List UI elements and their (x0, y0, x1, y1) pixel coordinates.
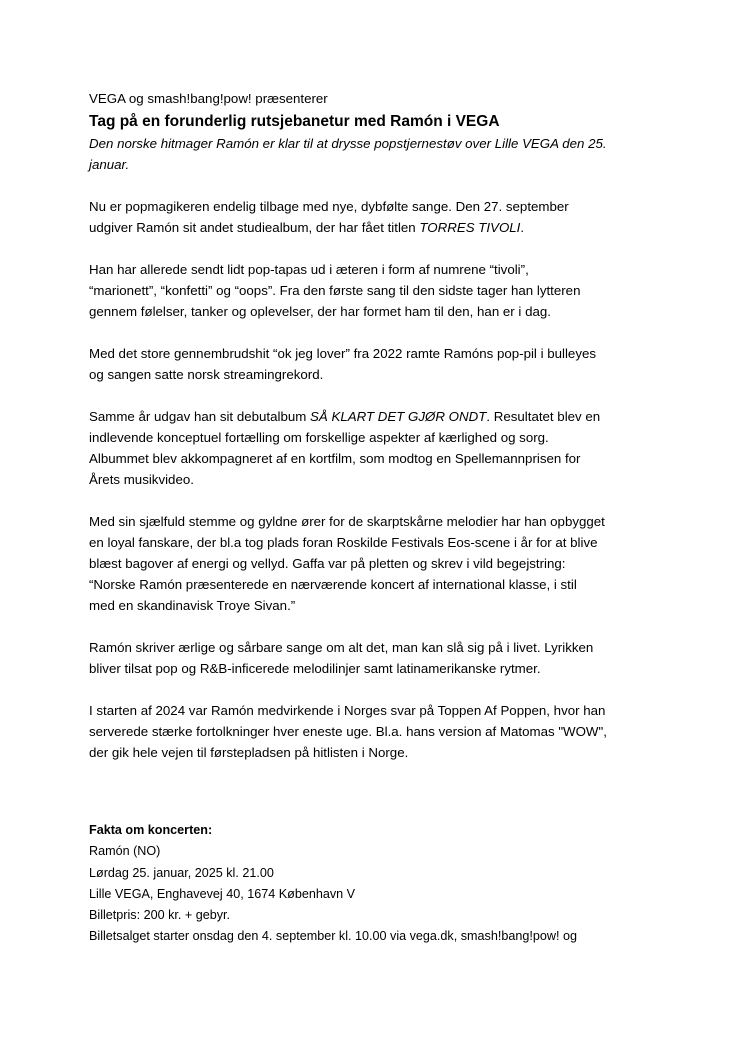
text-line: Med det store gennembrudshit “ok jeg lover” fra 2022 ramte Ramóns pop-pil i bulleyes (89, 346, 597, 361)
facts-artist: Ramón (NO) (89, 844, 161, 859)
paragraph-fanbase (89, 511, 659, 616)
facts-venue: Lille VEGA, Enghavevej 40, 1674 København V (89, 886, 356, 901)
text-line: Med sin sjælfuld stemme og gyldne ører for de skarptskårne melodier har han opbygget (89, 514, 605, 529)
text-line: Årets musikvideo. (89, 472, 194, 487)
text-line: en loyal fanskare, der bl.a tog plads foran Roskilde Festivals Eos-scene i år for at blive (89, 535, 598, 550)
text-line: serverede stærke fortolkninger hver eneste uge. Bl.a. hans version af Matomas "WOW", (89, 724, 607, 739)
paragraph-style (89, 637, 659, 679)
paragraph-singles (89, 259, 659, 322)
text-line: indlevende konceptuel fortælling om forskellige aspekter af kærlighed og sorg. (89, 430, 549, 445)
text-line: I starten af 2024 var Ramón medvirkende i Norges svar på Toppen Af Poppen, hvor han (89, 703, 606, 718)
text-line: gennem følelser, tanker og oplevelser, der har formet ham til den, han er i dag. (89, 304, 551, 319)
text-line: Nu er popmagikeren endelig tilbage med nye, dybfølte sange. Den 27. september (89, 199, 569, 214)
text-line: med en skandinavisk Troye Sivan.” (89, 598, 296, 613)
facts-title: Fakta om koncerten: (89, 823, 213, 837)
text-line (89, 217, 659, 238)
text-line: Han har allerede sendt lidt pop-tapas ud i æteren i form af numrene “tivoli”, (89, 262, 529, 277)
lead-line: Den norske hitmager Ramón er klar til at drysse popstjernestøv over Lille VEGA den 25. (89, 136, 607, 151)
lead-paragraph (89, 133, 659, 175)
facts-ticket-sale: Billetsalget starter onsdag den 4. september kl. 10.00 via vega.dk, smash!bang!pow! og (89, 929, 577, 944)
text-span: . (520, 220, 525, 235)
presenter-line: VEGA og smash!bang!pow! præsenterer (89, 91, 328, 106)
text-span: udgiver Ramón sit andet studiealbum, der har fået titlen (89, 220, 420, 235)
text-line: “marionett”, “konfetti” og “oops”. Fra den første sang til den sidste tager han lytteren (89, 283, 581, 298)
album-title: TORRES TIVOLI (419, 220, 521, 235)
facts-date: Lørdag 25. januar, 2025 kl. 21.00 (89, 865, 274, 880)
text-line: der gik hele vejen til førstepladsen på hitlisten i Norge. (89, 745, 409, 760)
text-line: bliver tilsat pop og R&B-inficerede melodilinjer samt latinamerikanske rytmer. (89, 661, 541, 676)
text-line (89, 406, 659, 427)
debut-album-title: SÅ KLART DET GJØR ONDT (310, 409, 487, 424)
facts-price: Billetpris: 200 kr. + gebyr. (89, 908, 231, 923)
text-line: blæst bagover af energi og vellyd. Gaffa var på pletten og skrev i vild begejstring: (89, 556, 566, 571)
paragraph-debut (89, 406, 659, 490)
paragraph-2024 (89, 700, 659, 763)
text-span: . Resultatet blev en (486, 409, 601, 424)
press-release (89, 89, 659, 763)
lead-line: januar. (89, 157, 130, 172)
text-line: Albummet blev akkompagneret af en kortfilm, som modtog en Spellemannprisen for (89, 451, 581, 466)
headline: Tag på en forunderlig rutsjebanetur med Ramón i VEGA (89, 113, 500, 130)
paragraph-breakthrough (89, 343, 659, 385)
text-line: “Norske Ramón præsenterede en nærværende koncert af international klasse, i stil (89, 577, 577, 592)
text-span: Samme år udgav han sit debutalbum (89, 409, 311, 424)
text-line: Ramón skriver ærlige og sårbare sange om alt det, man kan slå sig på i livet. Lyrikken (89, 640, 594, 655)
concert-facts (89, 820, 659, 948)
text-line: og sangen satte norsk streamingrekord. (89, 367, 324, 382)
paragraph-album (89, 196, 659, 238)
